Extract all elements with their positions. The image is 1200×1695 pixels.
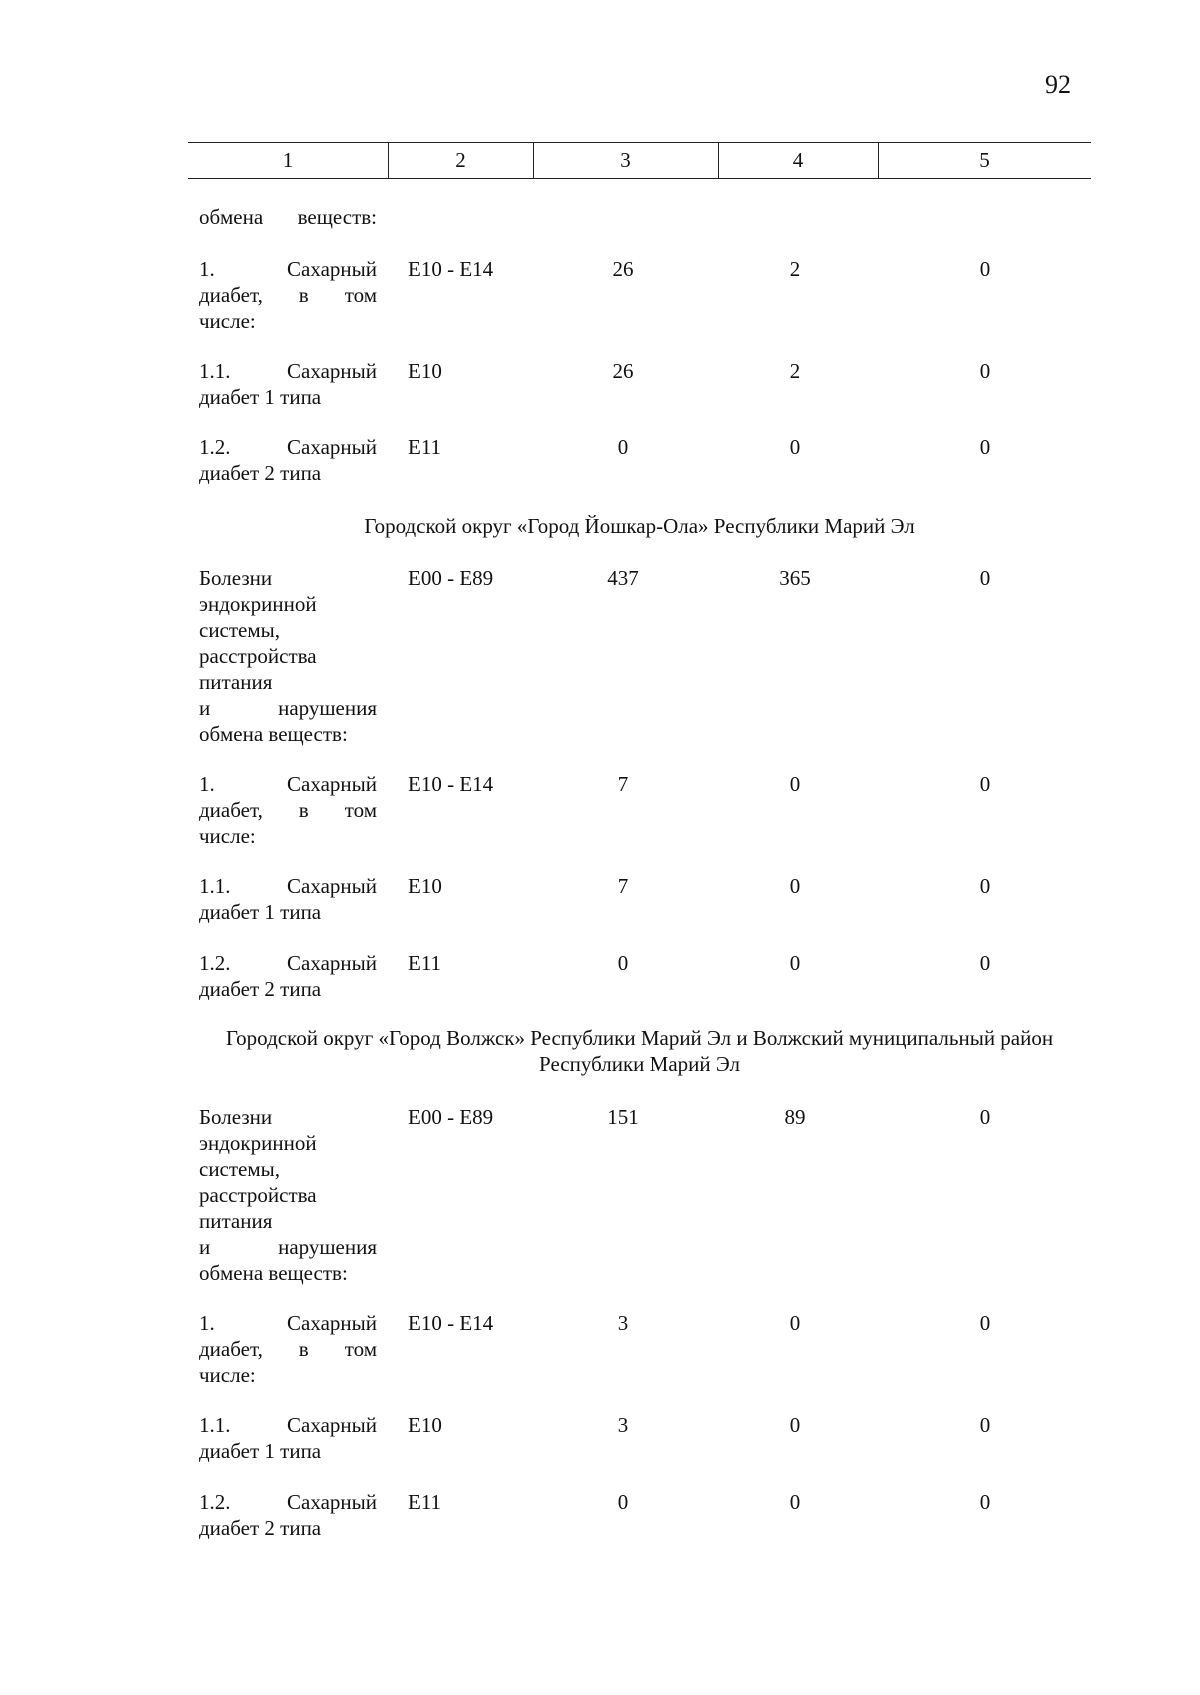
row-label — [199, 256, 377, 334]
row-label — [199, 771, 377, 849]
row-label-line: обмена веществ: — [199, 1261, 348, 1285]
row-label-line: обмена веществ: — [199, 205, 377, 229]
value-col-4: 89 — [784, 1105, 806, 1129]
row-label-line: питания — [199, 670, 273, 694]
row-label-line: и нарушения — [199, 1235, 377, 1259]
value-col-4: 2 — [789, 359, 801, 383]
value-col-4: 0 — [789, 435, 801, 459]
icd-code: E10 - E14 — [408, 772, 494, 796]
icd-code: E10 - E14 — [408, 1311, 494, 1335]
row-label-line: 1.2. Сахарный — [199, 1490, 377, 1514]
page-number: 92 — [1045, 70, 1071, 99]
icd-code: E11 — [408, 951, 442, 975]
row-label-line: 1.1. Сахарный — [199, 1413, 377, 1437]
value-col-4: 2 — [789, 257, 801, 281]
row-label-line: 1. Сахарный — [199, 1311, 377, 1335]
value-col-3: 437 — [607, 566, 639, 590]
column-header-3: 3 — [620, 148, 631, 172]
row-label-line: 1. Сахарный — [199, 257, 377, 281]
row-label-line: системы, — [199, 1157, 281, 1181]
value-col-4: 365 — [779, 566, 811, 590]
value-col-4: 0 — [789, 951, 801, 975]
column-header-1: 1 — [282, 148, 294, 172]
row-label-line: числе: — [199, 824, 256, 848]
row-label-line: эндокринной — [199, 1131, 317, 1155]
row-label-line: диабет, в том — [199, 283, 377, 307]
column-header-5: 5 — [979, 148, 990, 172]
icd-code: E00 - E89 — [408, 566, 494, 590]
section-title: Городской округ «Город Йошкар-Ола» Республики Марий Эл — [364, 514, 915, 538]
row-label — [199, 204, 377, 230]
table-header — [188, 142, 1091, 179]
value-col-4: 0 — [789, 1490, 801, 1514]
row-label-line: диабет 2 типа — [199, 461, 322, 485]
icd-code: E10 — [408, 359, 442, 383]
row-label-line: диабет 2 типа — [199, 977, 322, 1001]
value-col-3: 7 — [617, 772, 629, 796]
value-col-5: 0 — [979, 1413, 991, 1437]
icd-code: E10 — [408, 874, 442, 898]
column-header-2: 2 — [455, 148, 466, 172]
value-col-4: 0 — [789, 874, 801, 898]
value-col-5: 0 — [979, 359, 991, 383]
value-col-5: 0 — [979, 257, 991, 281]
icd-code: E11 — [408, 435, 442, 459]
icd-code: E10 — [408, 1413, 442, 1437]
row-label-line: 1.1. Сахарный — [199, 359, 377, 383]
row-label — [199, 358, 377, 410]
value-col-5: 0 — [979, 874, 991, 898]
row-label-line: диабет 1 типа — [199, 900, 322, 924]
value-col-5: 0 — [979, 1311, 991, 1335]
row-label — [199, 950, 377, 1002]
row-label — [199, 1310, 377, 1388]
value-col-5: 0 — [979, 566, 991, 590]
row-label — [199, 1104, 377, 1286]
row-label-line: обмена веществ: — [199, 722, 348, 746]
row-label-line: 1. Сахарный — [199, 772, 377, 796]
value-col-4: 0 — [789, 772, 801, 796]
value-col-5: 0 — [979, 951, 991, 975]
row-label — [199, 434, 377, 486]
row-label-line: диабет, в том — [199, 1337, 377, 1361]
row-label-line: эндокринной — [199, 592, 317, 616]
icd-code: E10 - E14 — [408, 257, 494, 281]
row-label-line: числе: — [199, 1363, 256, 1387]
row-label-line: Болезни — [199, 1105, 273, 1129]
value-col-3: 0 — [617, 435, 629, 459]
row-label-line: Болезни — [199, 566, 273, 590]
value-col-3: 0 — [617, 1490, 629, 1514]
row-label-line: 1.1. Сахарный — [199, 874, 377, 898]
row-label-line: диабет 1 типа — [199, 385, 322, 409]
value-col-3: 26 — [612, 359, 634, 383]
row-label — [199, 1489, 377, 1541]
row-label-line: и нарушения — [199, 696, 377, 720]
icd-code: E11 — [408, 1490, 442, 1514]
row-label-line: диабет 2 типа — [199, 1516, 322, 1540]
value-col-3: 0 — [617, 951, 629, 975]
row-label-line: 1.2. Сахарный — [199, 951, 377, 975]
value-col-3: 151 — [607, 1105, 639, 1129]
row-label-line: числе: — [199, 309, 256, 333]
row-label — [199, 565, 377, 747]
row-label-line: расстройства — [199, 644, 317, 668]
row-label-line: 1.2. Сахарный — [199, 435, 377, 459]
row-label-line: расстройства — [199, 1183, 317, 1207]
row-label-line: питания — [199, 1209, 273, 1233]
value-col-3: 26 — [612, 257, 634, 281]
section-title: Городской округ «Город Волжск» Республики Марий Эл и Волжский муниципальный район Республики Марий Эл — [225, 1026, 1054, 1076]
value-col-5: 0 — [979, 435, 991, 459]
value-col-3: 3 — [617, 1413, 629, 1437]
icd-code: E00 - E89 — [408, 1105, 494, 1129]
value-col-3: 3 — [617, 1311, 629, 1335]
value-col-3: 7 — [617, 874, 629, 898]
row-label-line: диабет, в том — [199, 798, 377, 822]
row-label — [199, 1412, 377, 1464]
value-col-5: 0 — [979, 1105, 991, 1129]
value-col-4: 0 — [789, 1311, 801, 1335]
value-col-4: 0 — [789, 1413, 801, 1437]
value-col-5: 0 — [979, 1490, 991, 1514]
row-label — [199, 873, 377, 925]
row-label-line: диабет 1 типа — [199, 1439, 322, 1463]
value-col-5: 0 — [979, 772, 991, 796]
row-label-line: системы, — [199, 618, 281, 642]
column-header-4: 4 — [792, 148, 804, 172]
